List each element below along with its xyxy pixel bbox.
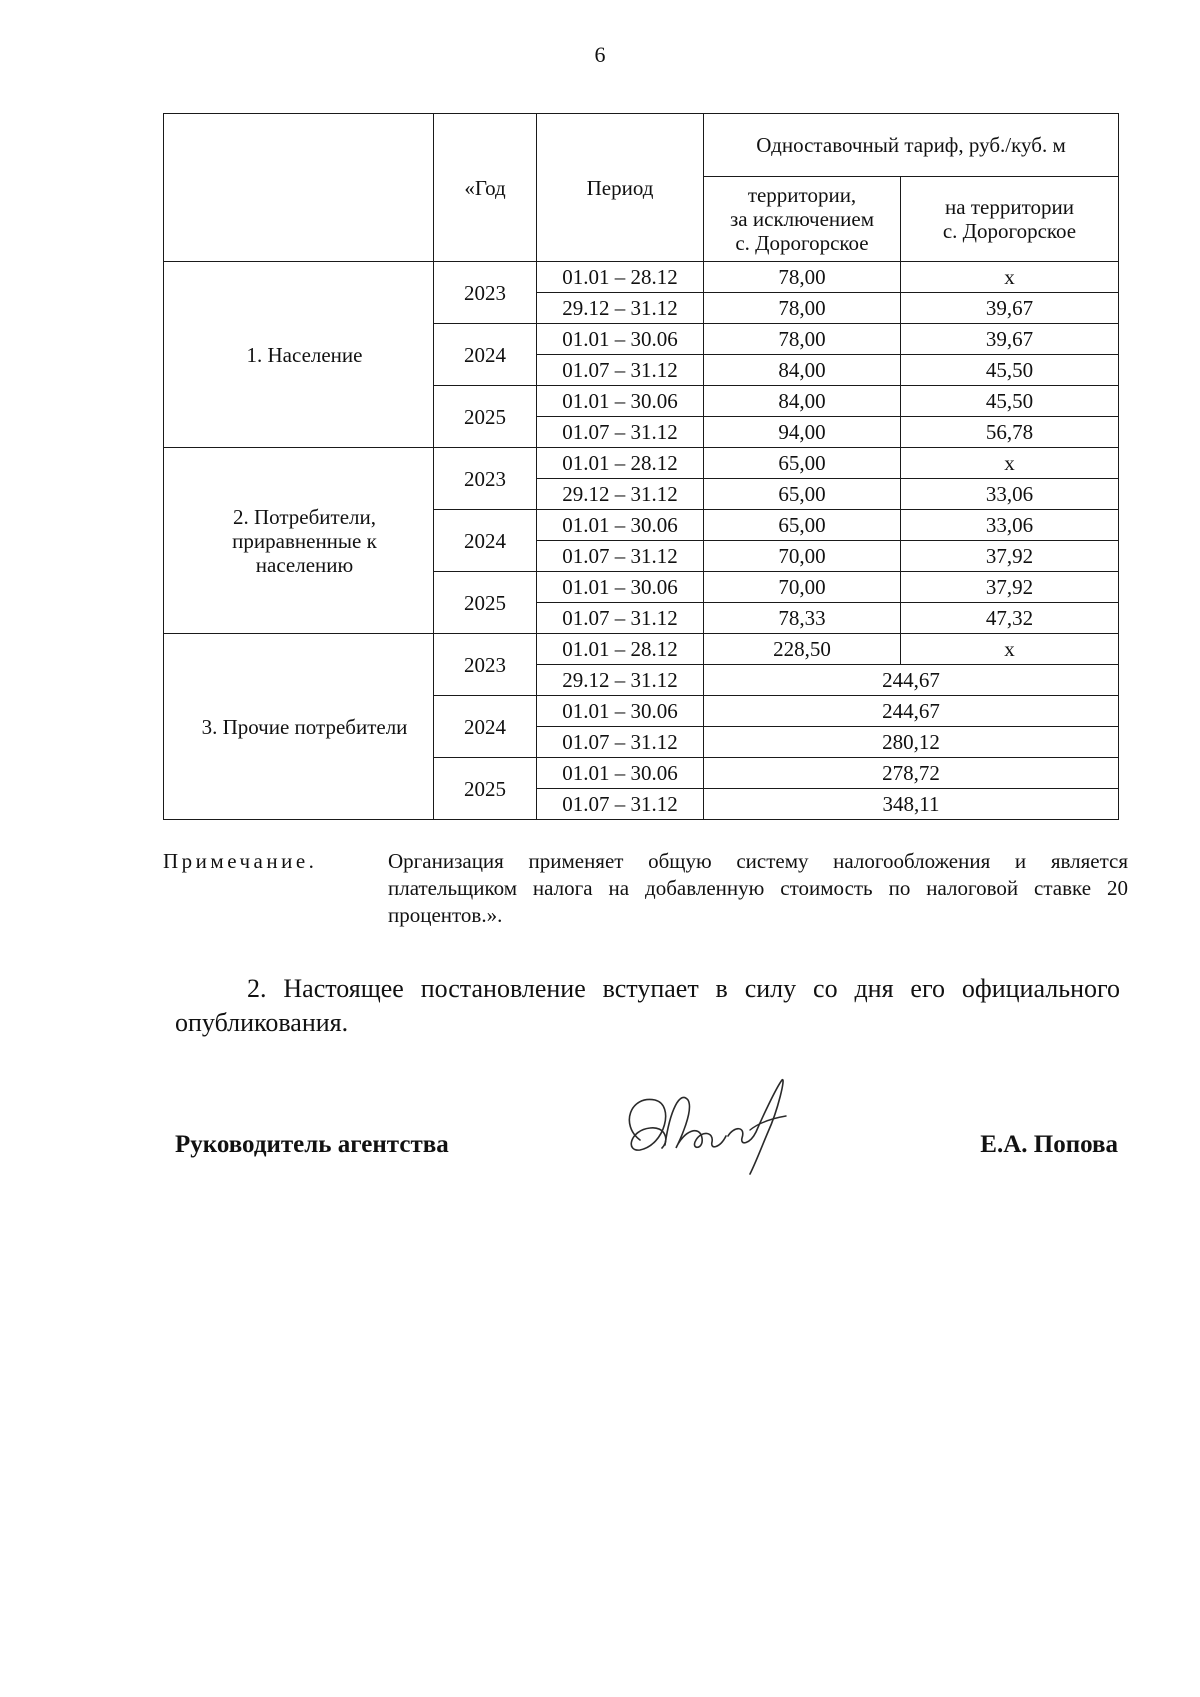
header-territory-in: на территории с. Дорогорское bbox=[901, 177, 1119, 262]
tariff-cell: 70,00 bbox=[704, 572, 901, 603]
period-cell: 01.01 – 30.06 bbox=[537, 696, 704, 727]
note-text: Организация применяет общую систему налогообложения и является плательщиком налога на добавленную стоимость по налоговой ставке 20 процентов.». bbox=[388, 849, 1128, 927]
header-territory-except: территории, за исключением с. Дорогорское bbox=[704, 177, 901, 262]
year-cell: 2025 bbox=[434, 572, 537, 634]
period-cell: 01.01 – 28.12 bbox=[537, 262, 704, 293]
signatory-name: Е.А. Попова bbox=[980, 1131, 1118, 1158]
header-year: «Год bbox=[434, 114, 537, 262]
table-row bbox=[164, 634, 1119, 665]
tariff-cell: 78,33 bbox=[704, 603, 901, 634]
handwritten-signature bbox=[610, 1070, 800, 1180]
period-cell: 29.12 – 31.12 bbox=[537, 293, 704, 324]
tariff-cell: 39,67 bbox=[901, 293, 1119, 324]
signatory-title: Руководитель агентства bbox=[175, 1131, 449, 1158]
tariff-cell: 78,00 bbox=[704, 262, 901, 293]
period-cell: 01.01 – 30.06 bbox=[537, 758, 704, 789]
tariff-cell: 78,00 bbox=[704, 293, 901, 324]
tariff-cell: 228,50 bbox=[704, 634, 901, 665]
tariff-cell: 37,92 bbox=[901, 572, 1119, 603]
note-label: Примечание. bbox=[163, 849, 318, 873]
consumer-cell: 1. Население bbox=[164, 262, 434, 448]
tariff-cell: 78,00 bbox=[704, 324, 901, 355]
clause-paragraph: 2. Настоящее постановление вступает в силу со дня его официального опубликования. bbox=[175, 974, 1120, 1037]
consumer-cell: 2. Потребители, приравненные к населению bbox=[164, 448, 434, 634]
period-cell: 01.07 – 31.12 bbox=[537, 789, 704, 820]
year-cell: 2024 bbox=[434, 696, 537, 758]
table-row bbox=[164, 262, 1119, 293]
year-cell: 2025 bbox=[434, 758, 537, 820]
period-cell: 01.07 – 31.12 bbox=[537, 727, 704, 758]
period-cell: 01.01 – 30.06 bbox=[537, 386, 704, 417]
tariff-cell: х bbox=[901, 634, 1119, 665]
year-cell: 2023 bbox=[434, 634, 537, 696]
period-cell: 01.07 – 31.12 bbox=[537, 417, 704, 448]
header-period: Период bbox=[537, 114, 704, 262]
tariff-cell: 65,00 bbox=[704, 510, 901, 541]
period-cell: 01.01 – 30.06 bbox=[537, 324, 704, 355]
period-cell: 01.07 – 31.12 bbox=[537, 355, 704, 386]
period-cell: 29.12 – 31.12 bbox=[537, 479, 704, 510]
tariff-cell: 84,00 bbox=[704, 355, 901, 386]
period-cell: 29.12 – 31.12 bbox=[537, 665, 704, 696]
year-cell: 2024 bbox=[434, 324, 537, 386]
tariff-merged-cell: 348,11 bbox=[704, 789, 1119, 820]
period-cell: 01.01 – 30.06 bbox=[537, 510, 704, 541]
period-cell: 01.07 – 31.12 bbox=[537, 541, 704, 572]
tariff-merged-cell: 244,67 bbox=[704, 696, 1119, 727]
year-cell: 2024 bbox=[434, 510, 537, 572]
tariff-cell: 33,06 bbox=[901, 479, 1119, 510]
tariff-cell: 45,50 bbox=[901, 355, 1119, 386]
tariff-merged-cell: 278,72 bbox=[704, 758, 1119, 789]
header-consumer bbox=[164, 114, 434, 262]
period-cell: 01.01 – 28.12 bbox=[537, 634, 704, 665]
tariff-cell: 65,00 bbox=[704, 479, 901, 510]
tariff-cell: 33,06 bbox=[901, 510, 1119, 541]
period-cell: 01.01 – 28.12 bbox=[537, 448, 704, 479]
year-cell: 2023 bbox=[434, 448, 537, 510]
tariff-cell: х bbox=[901, 448, 1119, 479]
tariff-cell: 94,00 bbox=[704, 417, 901, 448]
period-cell: 01.07 – 31.12 bbox=[537, 603, 704, 634]
year-cell: 2023 bbox=[434, 262, 537, 324]
header-tariff: Одноставочный тариф, руб./куб. м bbox=[704, 114, 1119, 177]
tariff-cell: 56,78 bbox=[901, 417, 1119, 448]
tariff-cell: 70,00 bbox=[704, 541, 901, 572]
year-cell: 2025 bbox=[434, 386, 537, 448]
tariff-cell: 84,00 bbox=[704, 386, 901, 417]
tariff-cell: 47,32 bbox=[901, 603, 1119, 634]
tariff-table bbox=[163, 113, 1119, 820]
tariff-cell: х bbox=[901, 262, 1119, 293]
table-row bbox=[164, 448, 1119, 479]
consumer-cell: 3. Прочие потребители bbox=[164, 634, 434, 820]
tariff-cell: 65,00 bbox=[704, 448, 901, 479]
tariff-cell: 39,67 bbox=[901, 324, 1119, 355]
tariff-cell: 45,50 bbox=[901, 386, 1119, 417]
period-cell: 01.01 – 30.06 bbox=[537, 572, 704, 603]
tariff-merged-cell: 280,12 bbox=[704, 727, 1119, 758]
tariff-cell: 37,92 bbox=[901, 541, 1119, 572]
page-number: 6 bbox=[594, 42, 606, 67]
tariff-merged-cell: 244,67 bbox=[704, 665, 1119, 696]
